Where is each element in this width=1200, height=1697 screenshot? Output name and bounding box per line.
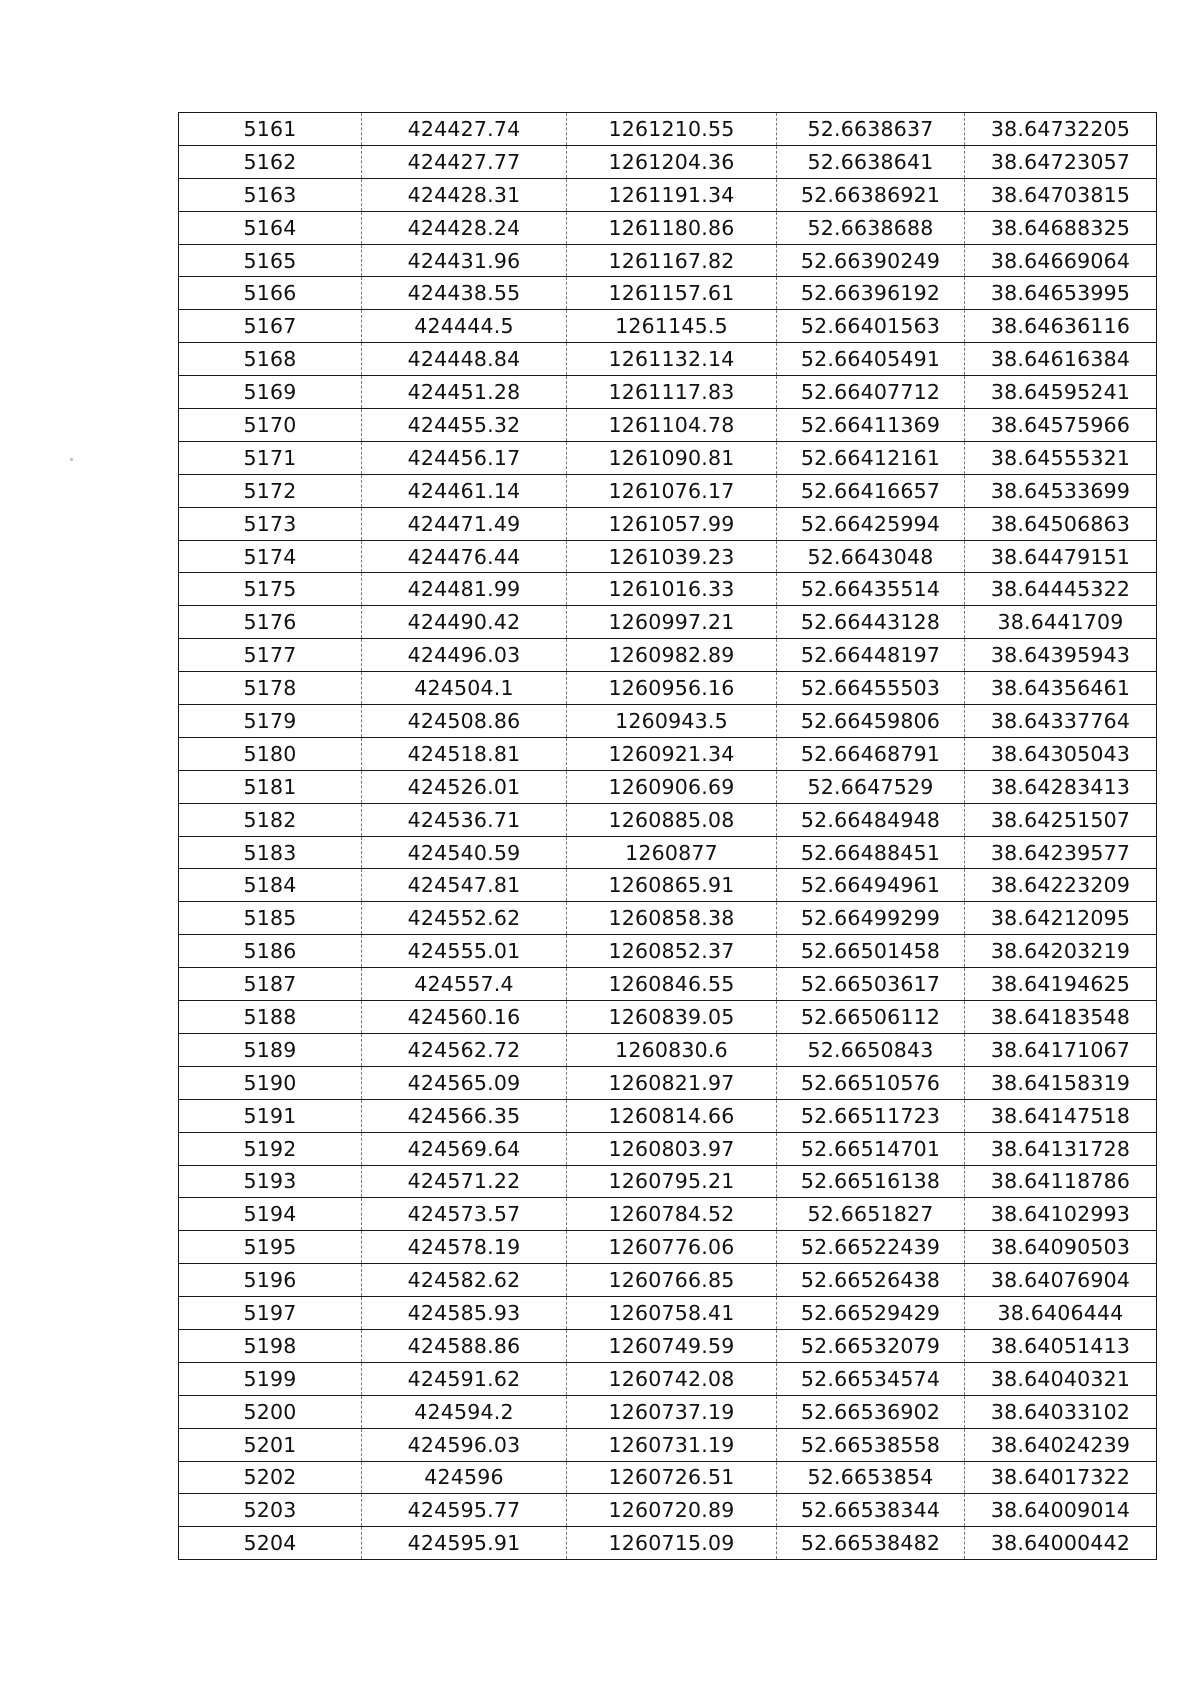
y-coordinate-cell: 1261076.17 (567, 474, 777, 507)
longitude-cell: 38.64669064 (965, 244, 1157, 277)
x-coordinate-cell: 424571.22 (362, 1165, 567, 1198)
x-coordinate-cell: 424431.96 (362, 244, 567, 277)
x-coordinate-cell: 424471.49 (362, 507, 567, 540)
point-number-cell: 5171 (179, 441, 362, 474)
table-row (179, 836, 1157, 869)
y-coordinate-cell: 1261167.82 (567, 244, 777, 277)
table-row (179, 1099, 1157, 1132)
longitude-cell: 38.64616384 (965, 343, 1157, 376)
point-number-cell: 5200 (179, 1395, 362, 1428)
point-number-cell: 5191 (179, 1099, 362, 1132)
longitude-cell: 38.64102993 (965, 1198, 1157, 1231)
table-row (179, 343, 1157, 376)
table-row (179, 244, 1157, 277)
y-coordinate-cell: 1260997.21 (567, 606, 777, 639)
point-number-cell: 5177 (179, 639, 362, 672)
longitude-cell: 38.64356461 (965, 672, 1157, 705)
table-row (179, 1231, 1157, 1264)
x-coordinate-cell: 424560.16 (362, 1001, 567, 1034)
latitude-cell: 52.6647529 (777, 770, 965, 803)
x-coordinate-cell: 424595.77 (362, 1494, 567, 1527)
longitude-cell: 38.64653995 (965, 277, 1157, 310)
point-number-cell: 5197 (179, 1297, 362, 1330)
y-coordinate-cell: 1260982.89 (567, 639, 777, 672)
point-number-cell: 5203 (179, 1494, 362, 1527)
table-row (179, 902, 1157, 935)
point-number-cell: 5163 (179, 178, 362, 211)
x-coordinate-cell: 424569.64 (362, 1132, 567, 1165)
longitude-cell: 38.6406444 (965, 1297, 1157, 1330)
point-number-cell: 5179 (179, 705, 362, 738)
latitude-cell: 52.66511723 (777, 1099, 965, 1132)
y-coordinate-cell: 1261104.78 (567, 409, 777, 442)
x-coordinate-cell: 424428.24 (362, 211, 567, 244)
longitude-cell: 38.64445322 (965, 573, 1157, 606)
table-row (179, 573, 1157, 606)
latitude-cell: 52.66488451 (777, 836, 965, 869)
longitude-cell: 38.64076904 (965, 1264, 1157, 1297)
table-row (179, 639, 1157, 672)
longitude-cell: 38.64183548 (965, 1001, 1157, 1034)
latitude-cell: 52.66455503 (777, 672, 965, 705)
x-coordinate-cell: 424428.31 (362, 178, 567, 211)
table-body (179, 113, 1157, 1560)
table-row (179, 1461, 1157, 1494)
table-row (179, 1395, 1157, 1428)
y-coordinate-cell: 1260839.05 (567, 1001, 777, 1034)
x-coordinate-cell: 424455.32 (362, 409, 567, 442)
y-coordinate-cell: 1260852.37 (567, 935, 777, 968)
y-coordinate-cell: 1261016.33 (567, 573, 777, 606)
point-number-cell: 5165 (179, 244, 362, 277)
point-number-cell: 5193 (179, 1165, 362, 1198)
x-coordinate-cell: 424461.14 (362, 474, 567, 507)
longitude-cell: 38.64212095 (965, 902, 1157, 935)
x-coordinate-cell: 424585.93 (362, 1297, 567, 1330)
point-number-cell: 5181 (179, 770, 362, 803)
latitude-cell: 52.66516138 (777, 1165, 965, 1198)
latitude-cell: 52.66538482 (777, 1527, 965, 1560)
table-row (179, 507, 1157, 540)
point-number-cell: 5180 (179, 737, 362, 770)
point-number-cell: 5190 (179, 1066, 362, 1099)
x-coordinate-cell: 424552.62 (362, 902, 567, 935)
x-coordinate-cell: 424578.19 (362, 1231, 567, 1264)
y-coordinate-cell: 1260906.69 (567, 770, 777, 803)
point-number-cell: 5169 (179, 376, 362, 409)
point-number-cell: 5194 (179, 1198, 362, 1231)
table-row (179, 277, 1157, 310)
longitude-cell: 38.64171067 (965, 1033, 1157, 1066)
table-row (179, 968, 1157, 1001)
latitude-cell: 52.66532079 (777, 1329, 965, 1362)
point-number-cell: 5168 (179, 343, 362, 376)
table-row (179, 1264, 1157, 1297)
table-row (179, 1198, 1157, 1231)
latitude-cell: 52.66538558 (777, 1428, 965, 1461)
latitude-cell: 52.6653854 (777, 1461, 965, 1494)
latitude-cell: 52.6638688 (777, 211, 965, 244)
table-row (179, 935, 1157, 968)
longitude-cell: 38.64194625 (965, 968, 1157, 1001)
latitude-cell: 52.6651827 (777, 1198, 965, 1231)
longitude-cell: 38.64251507 (965, 803, 1157, 836)
table-row (179, 1362, 1157, 1395)
x-coordinate-cell: 424427.74 (362, 113, 567, 146)
table-row (179, 770, 1157, 803)
latitude-cell: 52.66514701 (777, 1132, 965, 1165)
table-row (179, 1494, 1157, 1527)
point-number-cell: 5175 (179, 573, 362, 606)
y-coordinate-cell: 1260742.08 (567, 1362, 777, 1395)
point-number-cell: 5162 (179, 145, 362, 178)
y-coordinate-cell: 1260776.06 (567, 1231, 777, 1264)
y-coordinate-cell: 1260720.89 (567, 1494, 777, 1527)
latitude-cell: 52.66396192 (777, 277, 965, 310)
latitude-cell: 52.66499299 (777, 902, 965, 935)
longitude-cell: 38.64203219 (965, 935, 1157, 968)
y-coordinate-cell: 1261157.61 (567, 277, 777, 310)
point-number-cell: 5184 (179, 869, 362, 902)
latitude-cell: 52.66529429 (777, 1297, 965, 1330)
y-coordinate-cell: 1260943.5 (567, 705, 777, 738)
longitude-cell: 38.64395943 (965, 639, 1157, 672)
y-coordinate-cell: 1260814.66 (567, 1099, 777, 1132)
table-row (179, 737, 1157, 770)
latitude-cell: 52.66407712 (777, 376, 965, 409)
y-coordinate-cell: 1260784.52 (567, 1198, 777, 1231)
y-coordinate-cell: 1260858.38 (567, 902, 777, 935)
latitude-cell: 52.66522439 (777, 1231, 965, 1264)
y-coordinate-cell: 1261210.55 (567, 113, 777, 146)
point-number-cell: 5186 (179, 935, 362, 968)
x-coordinate-cell: 424565.09 (362, 1066, 567, 1099)
x-coordinate-cell: 424540.59 (362, 836, 567, 869)
y-coordinate-cell: 1261204.36 (567, 145, 777, 178)
y-coordinate-cell: 1260885.08 (567, 803, 777, 836)
y-coordinate-cell: 1260715.09 (567, 1527, 777, 1560)
point-number-cell: 5192 (179, 1132, 362, 1165)
latitude-cell: 52.66494961 (777, 869, 965, 902)
longitude-cell: 38.64305043 (965, 737, 1157, 770)
x-coordinate-cell: 424444.5 (362, 310, 567, 343)
point-number-cell: 5198 (179, 1329, 362, 1362)
x-coordinate-cell: 424596 (362, 1461, 567, 1494)
point-number-cell: 5195 (179, 1231, 362, 1264)
point-number-cell: 5199 (179, 1362, 362, 1395)
table-row (179, 211, 1157, 244)
table-row (179, 1001, 1157, 1034)
y-coordinate-cell: 1261057.99 (567, 507, 777, 540)
table-row (179, 409, 1157, 442)
y-coordinate-cell: 1260865.91 (567, 869, 777, 902)
longitude-cell: 38.64009014 (965, 1494, 1157, 1527)
table-row (179, 803, 1157, 836)
longitude-cell: 38.64575966 (965, 409, 1157, 442)
y-coordinate-cell: 1261180.86 (567, 211, 777, 244)
latitude-cell: 52.66425994 (777, 507, 965, 540)
y-coordinate-cell: 1260766.85 (567, 1264, 777, 1297)
point-number-cell: 5196 (179, 1264, 362, 1297)
longitude-cell: 38.64337764 (965, 705, 1157, 738)
table-row (179, 474, 1157, 507)
longitude-cell: 38.6441709 (965, 606, 1157, 639)
x-coordinate-cell: 424595.91 (362, 1527, 567, 1560)
latitude-cell: 52.66536902 (777, 1395, 965, 1428)
point-number-cell: 5201 (179, 1428, 362, 1461)
latitude-cell: 52.6650843 (777, 1033, 965, 1066)
x-coordinate-cell: 424438.55 (362, 277, 567, 310)
x-coordinate-cell: 424481.99 (362, 573, 567, 606)
latitude-cell: 52.66443128 (777, 606, 965, 639)
y-coordinate-cell: 1260956.16 (567, 672, 777, 705)
y-coordinate-cell: 1261090.81 (567, 441, 777, 474)
point-number-cell: 5189 (179, 1033, 362, 1066)
longitude-cell: 38.64636116 (965, 310, 1157, 343)
point-number-cell: 5185 (179, 902, 362, 935)
latitude-cell: 52.6643048 (777, 540, 965, 573)
latitude-cell: 52.66386921 (777, 178, 965, 211)
y-coordinate-cell: 1260877 (567, 836, 777, 869)
margin-mark (70, 458, 73, 461)
latitude-cell: 52.66526438 (777, 1264, 965, 1297)
y-coordinate-cell: 1261191.34 (567, 178, 777, 211)
x-coordinate-cell: 424562.72 (362, 1033, 567, 1066)
point-number-cell: 5173 (179, 507, 362, 540)
latitude-cell: 52.6638641 (777, 145, 965, 178)
x-coordinate-cell: 424555.01 (362, 935, 567, 968)
table-row (179, 178, 1157, 211)
longitude-cell: 38.64090503 (965, 1231, 1157, 1264)
latitude-cell: 52.66448197 (777, 639, 965, 672)
y-coordinate-cell: 1261132.14 (567, 343, 777, 376)
y-coordinate-cell: 1260749.59 (567, 1329, 777, 1362)
longitude-cell: 38.64017322 (965, 1461, 1157, 1494)
longitude-cell: 38.64479151 (965, 540, 1157, 573)
longitude-cell: 38.64688325 (965, 211, 1157, 244)
y-coordinate-cell: 1260821.97 (567, 1066, 777, 1099)
longitude-cell: 38.64732205 (965, 113, 1157, 146)
x-coordinate-cell: 424594.2 (362, 1395, 567, 1428)
longitude-cell: 38.64533699 (965, 474, 1157, 507)
table-row (179, 1066, 1157, 1099)
x-coordinate-cell: 424451.28 (362, 376, 567, 409)
point-number-cell: 5187 (179, 968, 362, 1001)
table-row (179, 310, 1157, 343)
y-coordinate-cell: 1260830.6 (567, 1033, 777, 1066)
table-row (179, 1428, 1157, 1461)
point-number-cell: 5182 (179, 803, 362, 836)
latitude-cell: 52.6638637 (777, 113, 965, 146)
x-coordinate-cell: 424456.17 (362, 441, 567, 474)
point-number-cell: 5164 (179, 211, 362, 244)
latitude-cell: 52.66534574 (777, 1362, 965, 1395)
longitude-cell: 38.64051413 (965, 1329, 1157, 1362)
longitude-cell: 38.64555321 (965, 441, 1157, 474)
point-number-cell: 5172 (179, 474, 362, 507)
table-row (179, 1329, 1157, 1362)
longitude-cell: 38.64024239 (965, 1428, 1157, 1461)
y-coordinate-cell: 1260737.19 (567, 1395, 777, 1428)
point-number-cell: 5161 (179, 113, 362, 146)
y-coordinate-cell: 1260758.41 (567, 1297, 777, 1330)
latitude-cell: 52.66435514 (777, 573, 965, 606)
latitude-cell: 52.66503617 (777, 968, 965, 1001)
longitude-cell: 38.64147518 (965, 1099, 1157, 1132)
table-row (179, 672, 1157, 705)
y-coordinate-cell: 1260726.51 (567, 1461, 777, 1494)
table-row (179, 113, 1157, 146)
latitude-cell: 52.66459806 (777, 705, 965, 738)
table-row (179, 376, 1157, 409)
longitude-cell: 38.64158319 (965, 1066, 1157, 1099)
longitude-cell: 38.64033102 (965, 1395, 1157, 1428)
longitude-cell: 38.64239577 (965, 836, 1157, 869)
y-coordinate-cell: 1260731.19 (567, 1428, 777, 1461)
x-coordinate-cell: 424582.62 (362, 1264, 567, 1297)
point-number-cell: 5202 (179, 1461, 362, 1494)
latitude-cell: 52.66501458 (777, 935, 965, 968)
longitude-cell: 38.64223209 (965, 869, 1157, 902)
table-row (179, 869, 1157, 902)
longitude-cell: 38.64040321 (965, 1362, 1157, 1395)
point-number-cell: 5204 (243, 1531, 297, 1556)
x-coordinate-cell: 424496.03 (362, 639, 567, 672)
x-coordinate-cell: 424526.01 (362, 770, 567, 803)
x-coordinate-cell: 424448.84 (362, 343, 567, 376)
longitude-cell: 38.64595241 (965, 376, 1157, 409)
point-number-cell: 5183 (179, 836, 362, 869)
latitude-cell: 52.66412161 (777, 441, 965, 474)
x-coordinate-cell: 424427.77 (362, 145, 567, 178)
point-number-cell: 5188 (179, 1001, 362, 1034)
longitude-cell: 38.64131728 (965, 1132, 1157, 1165)
latitude-cell: 52.66484948 (777, 803, 965, 836)
table-row (179, 540, 1157, 573)
latitude-cell: 52.66510576 (777, 1066, 965, 1099)
latitude-cell: 52.66506112 (777, 1001, 965, 1034)
table-row (179, 1165, 1157, 1198)
x-coordinate-cell: 424508.86 (362, 705, 567, 738)
x-coordinate-cell: 424536.71 (362, 803, 567, 836)
latitude-cell: 52.66390249 (777, 244, 965, 277)
x-coordinate-cell: 424566.35 (362, 1099, 567, 1132)
y-coordinate-cell: 1260803.97 (567, 1132, 777, 1165)
table-row (179, 1527, 1157, 1560)
longitude-cell: 38.64000442 (965, 1527, 1157, 1560)
x-coordinate-cell: 424596.03 (362, 1428, 567, 1461)
table-row (179, 145, 1157, 178)
table-row (179, 705, 1157, 738)
point-number-cell: 5170 (179, 409, 362, 442)
point-number-cell: 5167 (179, 310, 362, 343)
coordinates-table (178, 112, 1157, 1560)
y-coordinate-cell: 1260846.55 (567, 968, 777, 1001)
x-coordinate-cell: 424588.86 (362, 1329, 567, 1362)
longitude-cell: 38.64703815 (965, 178, 1157, 211)
latitude-cell: 52.66538344 (777, 1494, 965, 1527)
latitude-cell: 52.66411369 (777, 409, 965, 442)
y-coordinate-cell: 1260795.21 (567, 1165, 777, 1198)
latitude-cell: 52.66468791 (777, 737, 965, 770)
table-row (179, 1033, 1157, 1066)
x-coordinate-cell: 424504.1 (362, 672, 567, 705)
y-coordinate-cell: 1261039.23 (567, 540, 777, 573)
y-coordinate-cell: 1261117.83 (567, 376, 777, 409)
longitude-cell: 38.64723057 (965, 145, 1157, 178)
latitude-cell: 52.66401563 (777, 310, 965, 343)
point-number-cell: 5166 (179, 277, 362, 310)
table-row (179, 1297, 1157, 1330)
y-coordinate-cell: 1261145.5 (567, 310, 777, 343)
longitude-cell: 38.64283413 (965, 770, 1157, 803)
latitude-cell: 52.66416657 (777, 474, 965, 507)
x-coordinate-cell: 424476.44 (362, 540, 567, 573)
x-coordinate-cell: 424490.42 (362, 606, 567, 639)
table-row (179, 1132, 1157, 1165)
longitude-cell: 38.64118786 (965, 1165, 1157, 1198)
table-row (179, 606, 1157, 639)
x-coordinate-cell: 424518.81 (362, 737, 567, 770)
x-coordinate-cell: 424557.4 (362, 968, 567, 1001)
y-coordinate-cell: 1260921.34 (567, 737, 777, 770)
point-number-cell: 5176 (179, 606, 362, 639)
table-row (179, 441, 1157, 474)
x-coordinate-cell: 424591.62 (362, 1362, 567, 1395)
point-number-cell: 5178 (179, 672, 362, 705)
point-number-cell: 5174 (179, 540, 362, 573)
x-coordinate-cell: 424547.81 (362, 869, 567, 902)
x-coordinate-cell: 424573.57 (362, 1198, 567, 1231)
latitude-cell: 52.66405491 (777, 343, 965, 376)
longitude-cell: 38.64506863 (965, 507, 1157, 540)
